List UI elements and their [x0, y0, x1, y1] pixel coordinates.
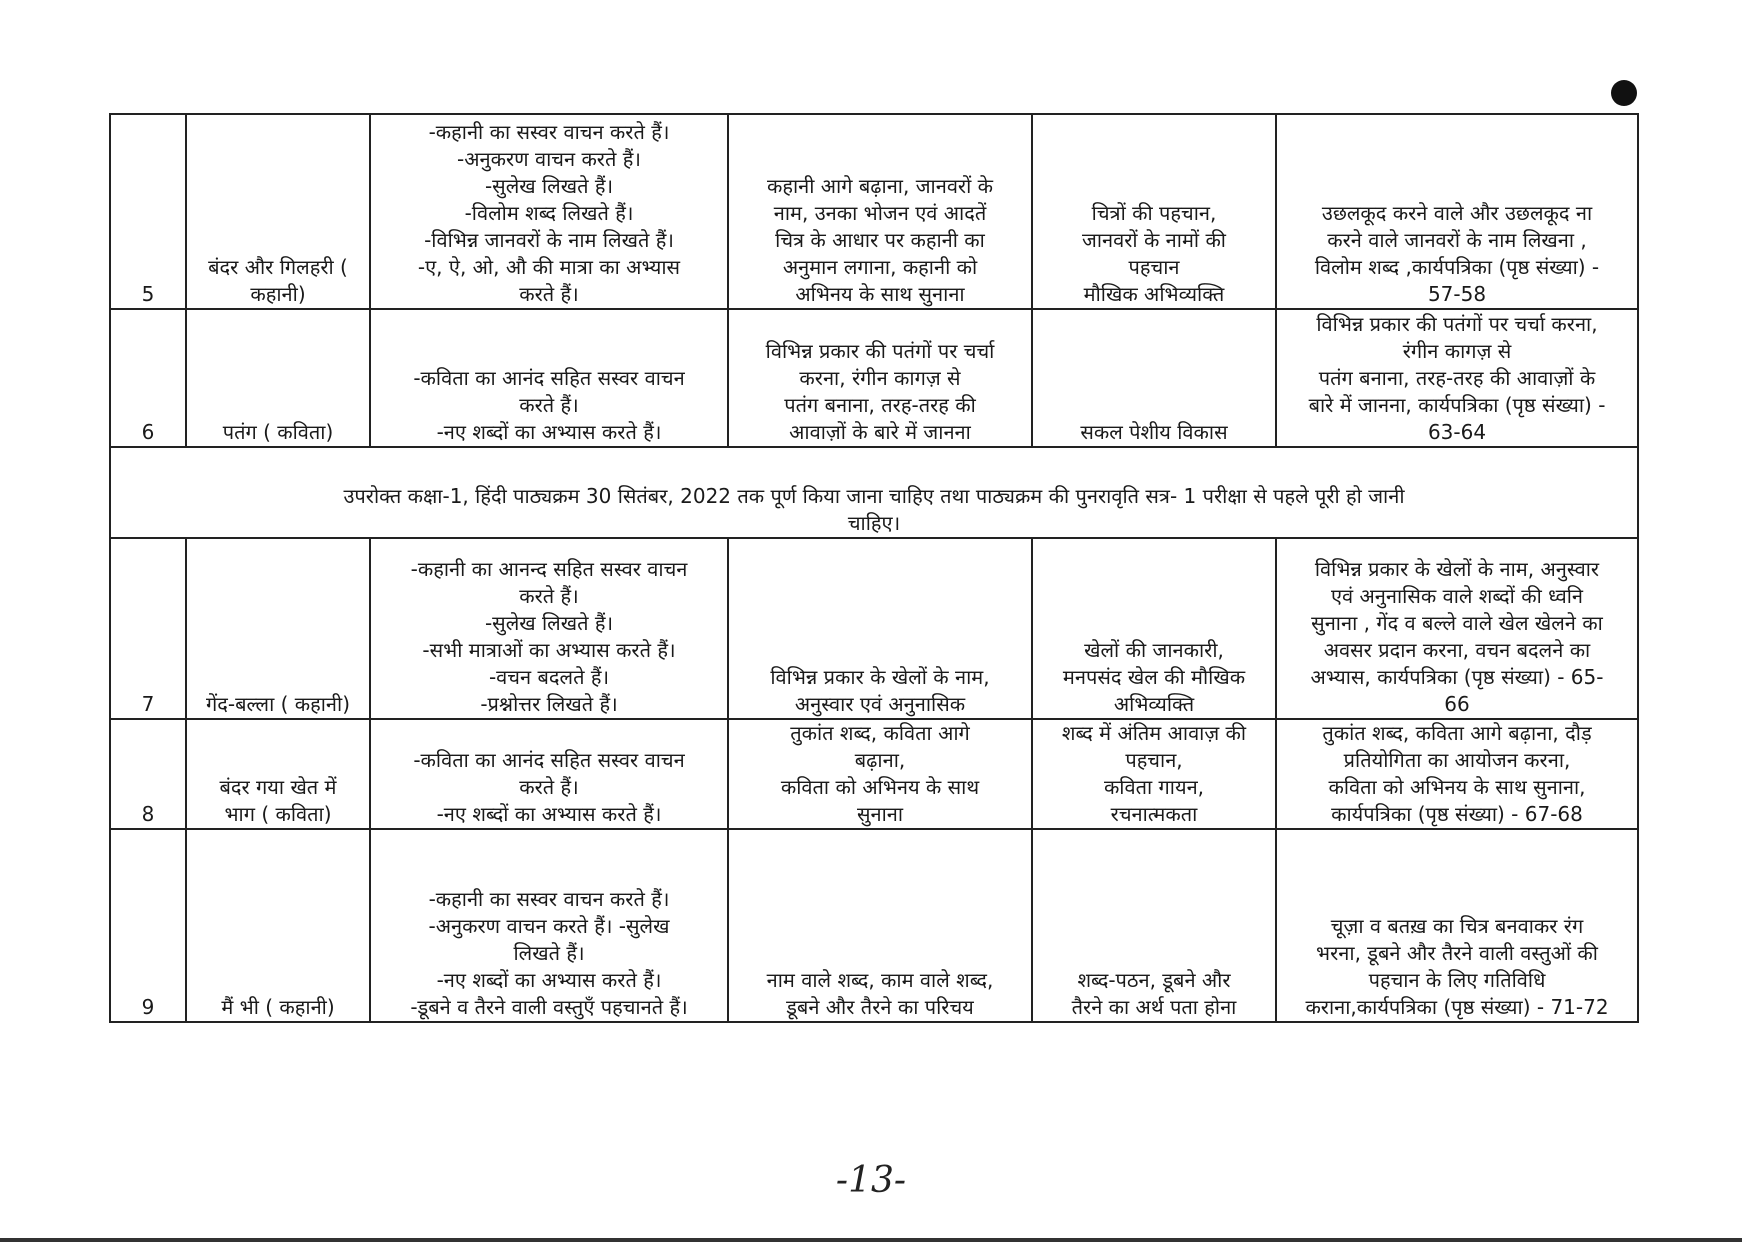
row-number: 5 — [110, 114, 186, 309]
cell-line: रंगीन कागज़ से — [1402, 339, 1512, 363]
cell-line: डूबने और तैरने का परिचय — [786, 995, 974, 1019]
cell-line: चूज़ा व बतख़ का चित्र बनवाकर रंग — [1330, 914, 1584, 938]
cell-line: प्रतियोगिता का आयोजन करना, — [1343, 748, 1571, 772]
cell-line: -कहानी का सस्वर वाचन करते हैं। — [428, 887, 670, 911]
cell-line: -डूबने व तैरने वाली वस्तुएँ पहचानते हैं। — [410, 995, 688, 1019]
cell-line: गेंद-बल्ला ( कहानी) — [205, 692, 351, 716]
cell-line: मैं भी ( कहानी) — [221, 995, 335, 1019]
cell-line: -नए शब्दों का अभ्यास करते हैं। — [436, 968, 662, 992]
cell-line: जानवरों के नामों की — [1082, 228, 1226, 252]
cell-line: 57-58 — [1427, 282, 1487, 306]
table-row — [110, 719, 1638, 829]
cell-line: -कहानी का आनन्द सहित सस्वर वाचन — [410, 557, 688, 581]
cell-line: कविता को अभिनय के साथ सुनाना, — [1328, 775, 1586, 799]
cell-line: -नए शब्दों का अभ्यास करते हैं। — [436, 420, 662, 444]
cell-line: -कविता का आनंद सहित सस्वर वाचन — [413, 366, 685, 390]
cell-line: अभिनय के साथ सुनाना — [795, 282, 965, 306]
cell-line: सकल पेशीय विकास — [1080, 420, 1228, 444]
objectives-cell — [728, 114, 1032, 309]
row-number: 9 — [110, 829, 186, 1022]
cell-line: -नए शब्दों का अभ्यास करते हैं। — [436, 802, 662, 826]
cell-line: एवं अनुनासिक वाले शब्दों की ध्वनि — [1330, 584, 1584, 608]
skills-cell — [1032, 114, 1276, 309]
cell-line: अभिव्यक्ति — [1113, 692, 1195, 716]
cell-line: -सभी मात्राओं का अभ्यास करते हैं। — [422, 638, 676, 662]
cell-line: चित्र के आधार पर कहानी का — [775, 228, 985, 252]
lesson-cell — [186, 829, 370, 1022]
cell-line: तैरने का अर्थ पता होना — [1071, 995, 1237, 1019]
cell-line: -सुलेख लिखते हैं। — [484, 611, 614, 635]
cell-line: 66 — [1444, 692, 1470, 716]
cell-line: कविता गायन, — [1103, 775, 1205, 799]
activities-cell — [370, 114, 728, 309]
assessment-cell — [1276, 114, 1638, 309]
cell-line: विलोम शब्द ,कार्यपत्रिका (पृष्ठ संख्या) - — [1314, 255, 1600, 279]
cell-line: विभिन्न प्रकार के खेलों के नाम, — [770, 665, 990, 689]
cell-line: सुनाना , गेंद व बल्ले वाले खेल खेलने का — [1311, 611, 1603, 635]
cell-line: -अनुकरण वाचन करते हैं। -सुलेख — [428, 914, 670, 938]
cell-line: नाम वाले शब्द, काम वाले शब्द, — [766, 968, 994, 992]
cell-line: -सुलेख लिखते हैं। — [484, 174, 614, 198]
cell-line: पहचान, — [1125, 748, 1183, 772]
cell-line: बढ़ाना, — [854, 748, 906, 772]
cell-line: मौखिक अभिव्यक्ति — [1083, 282, 1225, 306]
cell-line: चित्रों की पहचान, — [1091, 201, 1217, 225]
cell-line: कविता को अभिनय के साथ — [780, 775, 980, 799]
assessment-cell — [1276, 719, 1638, 829]
cell-line: -प्रश्नोत्तर लिखते हैं। — [480, 692, 618, 716]
lesson-cell — [186, 719, 370, 829]
cell-line: रचनात्मकता — [1110, 802, 1198, 826]
page-number: -13- — [835, 1160, 907, 1201]
activities-cell — [370, 538, 728, 719]
cell-line: भरना, डूबने और तैरने वाली वस्तुओं की — [1316, 941, 1598, 965]
assessment-cell — [1276, 538, 1638, 719]
cell-line: बारे में जानना, कार्यपत्रिका (पृष्ठ संख्या) - — [1308, 393, 1606, 417]
cell-line: कार्यपत्रिका (पृष्ठ संख्या) - 67-68 — [1331, 802, 1583, 826]
lesson-cell — [186, 538, 370, 719]
cell-line: -विभिन्न जानवरों के नाम लिखते हैं। — [424, 228, 674, 252]
cell-line: अनुमान लगाना, कहानी को — [782, 255, 978, 279]
cell-line: विभिन्न प्रकार की पतंगों पर चर्चा — [765, 339, 995, 363]
skills-cell — [1032, 719, 1276, 829]
objectives-cell — [728, 538, 1032, 719]
table-row — [110, 538, 1638, 719]
notice-row — [110, 447, 1638, 538]
cell-line: अवसर प्रदान करना, वचन बदलने का — [1323, 638, 1591, 662]
cell-line: कहानी) — [250, 282, 306, 306]
cell-line: अनुस्वार एवं अनुनासिक — [794, 692, 966, 716]
objectives-cell — [728, 309, 1032, 447]
syllabus-table — [109, 113, 1639, 1023]
table-row — [110, 829, 1638, 1022]
cell-line: पतंग ( कविता) — [222, 420, 334, 444]
assessment-cell — [1276, 829, 1638, 1022]
cell-line: पहचान — [1128, 255, 1180, 279]
activities-cell — [370, 309, 728, 447]
completion-notice: उपरोक्त कक्षा-1, हिंदी पाठ्यक्रम 30 सितंबर, 2022 तक पूर्ण किया जाना चाहिए तथा पाठ्यक्रम की पुनरावृति सत्र- 1 परीक्षा से पहले पूरी हो जानी चाहिए। — [110, 447, 1638, 538]
cell-line: करते हैं। — [519, 584, 579, 608]
lesson-cell — [186, 309, 370, 447]
cell-line: -कविता का आनंद सहित सस्वर वाचन — [413, 748, 685, 772]
cell-line: खेलों की जानकारी, — [1084, 638, 1224, 662]
cell-line: बंदर गया खेत में — [219, 775, 337, 799]
skills-cell — [1032, 829, 1276, 1022]
cell-line: करने वाले जानवरों के नाम लिखना , — [1327, 228, 1587, 252]
cell-line: कहानी आगे बढ़ाना, जानवरों के — [766, 174, 994, 198]
cell-line: -विलोम शब्द लिखते हैं। — [464, 201, 634, 225]
cell-line: तुकांत शब्द, कविता आगे बढ़ाना, दौड़ — [1322, 721, 1592, 745]
table-row — [110, 114, 1638, 309]
activities-cell — [370, 719, 728, 829]
cell-line: शब्द-पठन, डूबने और — [1077, 968, 1231, 992]
objectives-cell — [728, 829, 1032, 1022]
cell-line: विभिन्न प्रकार की पतंगों पर चर्चा करना, — [1316, 312, 1598, 336]
skills-cell — [1032, 538, 1276, 719]
cell-line: करना, रंगीन कागज़ से — [799, 366, 961, 390]
cell-line: -वचन बदलते हैं। — [488, 665, 610, 689]
cell-line: -कहानी का सस्वर वाचन करते हैं। — [428, 120, 670, 144]
activities-cell — [370, 829, 728, 1022]
row-number: 6 — [110, 309, 186, 447]
cell-line: करते हैं। — [519, 775, 579, 799]
cell-line: मनपसंद खेल की मौखिक — [1062, 665, 1246, 689]
objectives-cell — [728, 719, 1032, 829]
cell-line: भाग ( कविता) — [224, 802, 332, 826]
page-dot-mark — [1611, 80, 1637, 106]
cell-line: उछलकूद करने वाले और उछलकूद ना — [1321, 201, 1593, 225]
scan-edge-divider — [0, 1238, 1742, 1242]
cell-line: विभिन्न प्रकार के खेलों के नाम, अनुस्वार — [1314, 557, 1600, 581]
lesson-cell — [186, 114, 370, 309]
row-number: 7 — [110, 538, 186, 719]
cell-line: लिखते हैं। — [513, 941, 585, 965]
cell-line: सुनाना — [856, 802, 904, 826]
cell-line: करते हैं। — [519, 282, 579, 306]
cell-line: बंदर और गिलहरी ( — [208, 255, 348, 279]
cell-line: अभ्यास, कार्यपत्रिका (पृष्ठ संख्या) - 65- — [1310, 665, 1604, 689]
table-row — [110, 309, 1638, 447]
cell-line: आवाज़ों के बारे में जानना — [789, 420, 971, 444]
cell-line: पहचान के लिए गतिविधि — [1368, 968, 1546, 992]
cell-line: पतंग बनाना, तरह-तरह की आवाज़ों के — [1318, 366, 1596, 390]
cell-line: 63-64 — [1427, 420, 1487, 444]
cell-line: तुकांत शब्द, कविता आगे — [790, 721, 970, 745]
row-number: 8 — [110, 719, 186, 829]
cell-line: पतंग बनाना, तरह-तरह की — [784, 393, 976, 417]
cell-line: -अनुकरण वाचन करते हैं। — [457, 147, 641, 171]
cell-line: कराना,कार्यपत्रिका (पृष्ठ संख्या) - 71-72 — [1305, 995, 1609, 1019]
cell-line: करते हैं। — [519, 393, 579, 417]
skills-cell — [1032, 309, 1276, 447]
assessment-cell — [1276, 309, 1638, 447]
cell-line: -ए, ऐ, ओ, औ की मात्रा का अभ्यास — [417, 255, 681, 279]
cell-line: नाम, उनका भोजन एवं आदतें — [773, 201, 987, 225]
cell-line: शब्द में अंतिम आवाज़ की — [1061, 721, 1247, 745]
